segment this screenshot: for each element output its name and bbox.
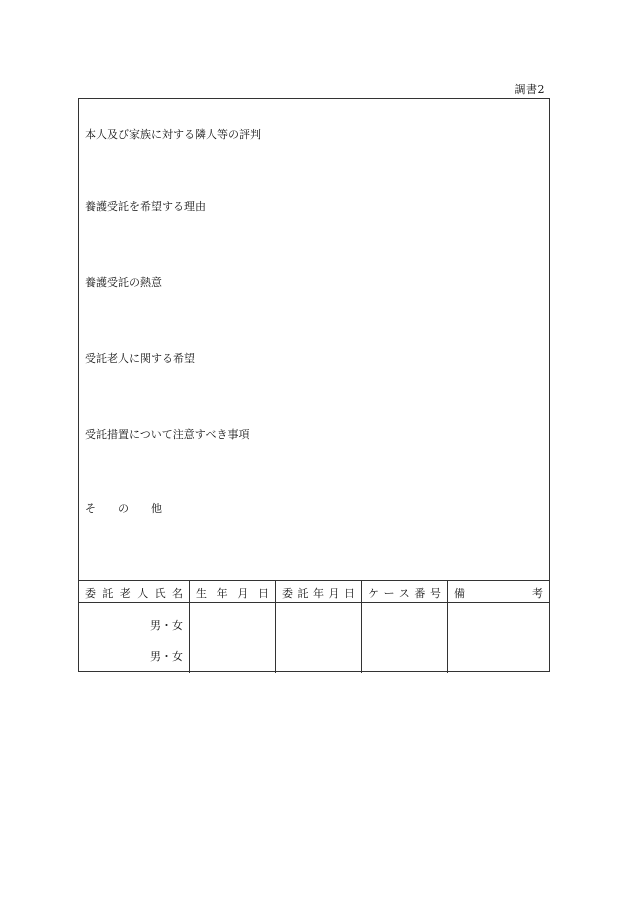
- body-cell-remarks[interactable]: [448, 602, 549, 673]
- document-id: 調書2: [514, 83, 545, 96]
- section-reason-for-application: 養護受託を希望する理由: [85, 200, 206, 213]
- table-body-row: [79, 602, 549, 673]
- header-label-placement-date: 委託年月日: [282, 587, 355, 600]
- sex-label: 男・女: [150, 619, 183, 632]
- section-enthusiasm: 養護受託の熱意: [85, 276, 162, 289]
- placement-table: [79, 580, 549, 673]
- section-notes-on-placement: 受託措置について注意すべき事項: [85, 428, 250, 441]
- header-label-name: 委託老人氏名: [85, 587, 183, 600]
- form-frame: [78, 98, 550, 672]
- section-other: そ の 他: [85, 502, 162, 515]
- header-label-remarks: 備考: [454, 587, 543, 600]
- header-label-birthdate: 生年月日: [196, 587, 269, 600]
- body-cell-birthdate[interactable]: [190, 602, 276, 673]
- body-cell-name[interactable]: [79, 602, 190, 673]
- header-label-case-number: ケース番号: [368, 587, 441, 600]
- section-neighbor-reputation: 本人及び家族に対する隣人等の評判: [85, 128, 261, 141]
- sex-label: 男・女: [150, 650, 183, 663]
- section-wishes-for-elderly: 受託老人に関する希望: [85, 352, 195, 365]
- header-cell-placement-date: [276, 581, 362, 602]
- table-header-row: [79, 581, 549, 603]
- header-cell-birthdate: [190, 581, 276, 602]
- body-cell-case-number[interactable]: [362, 602, 448, 673]
- header-cell-case-number: [362, 581, 448, 602]
- header-cell-name: [79, 581, 190, 602]
- body-cell-placement-date[interactable]: [276, 602, 362, 673]
- header-cell-remarks: [448, 581, 549, 602]
